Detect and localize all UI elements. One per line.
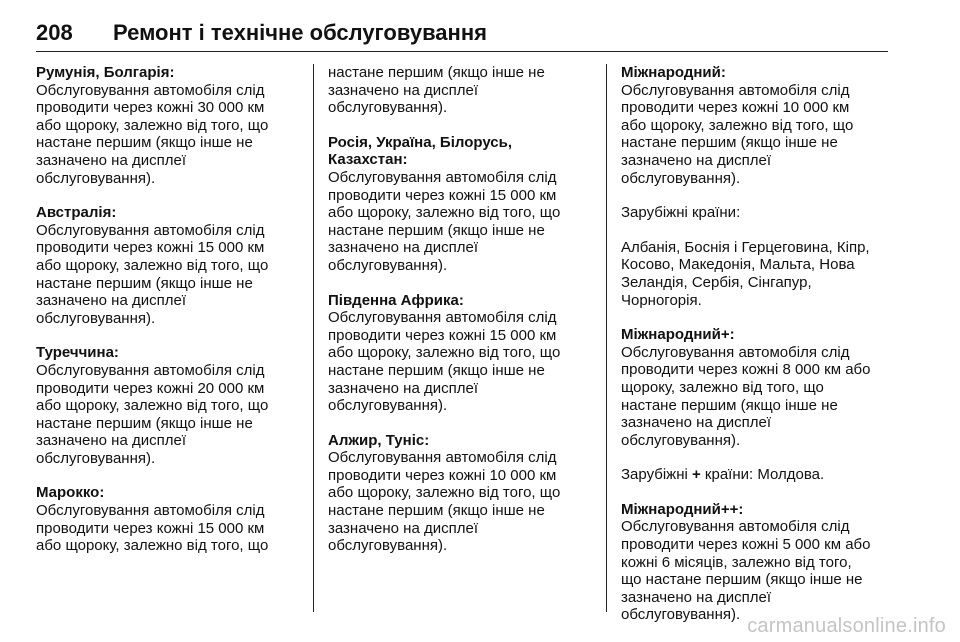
text-line: проводити через кожні 10 000 км [328, 466, 557, 484]
text-line: проводити через кожні 15 000 км [328, 326, 557, 344]
text-line: проводити через кожні 10 000 км [621, 99, 850, 117]
text-line: проводити через кожні 15 000 км [36, 239, 265, 257]
section-title: Росія, Україна, Білорусь, [328, 133, 513, 151]
text-line: проводити через кожні 8 000 км або [621, 361, 871, 379]
text-line: обслуговування). [621, 169, 741, 187]
page-header [36, 20, 888, 52]
watermark: carmanualsonline.info [747, 615, 946, 637]
text-line: настане першим (якщо інше не [36, 414, 253, 432]
text-line: проводити через кожні 20 000 км [36, 379, 265, 397]
section-international [621, 64, 887, 187]
text-line: Обслуговування автомобіля слід [36, 221, 265, 239]
text-line: настане першим (якщо інше не [328, 221, 545, 239]
text-line: або щороку, залежно від того, що [328, 204, 561, 222]
page-title: Ремонт і технічне обслуговування [113, 20, 487, 45]
text-line: або щороку, залежно від того, що [36, 256, 269, 274]
section-morocco [36, 484, 290, 554]
section-foreign-plus-countries [621, 466, 887, 484]
text-line: настане першим (якщо інше не [328, 502, 545, 520]
text-line: або щороку, залежно від того, що [36, 116, 269, 134]
column-3 [621, 64, 887, 641]
section-russia-ukraine-belarus-kazakhstan [328, 134, 582, 275]
text-line: обслуговування). [328, 256, 448, 274]
text-line: зазначено на дисплеї [36, 292, 186, 310]
text-line: Албанія, Боснія і Герцеговина, Кіпр, [621, 238, 870, 256]
page-number: 208 [36, 20, 73, 45]
text-line: настане першим (якщо інше не [36, 134, 253, 152]
text-line: або щороку, залежно від того, що [621, 116, 854, 134]
text-line: що настане першим (якщо інше не [621, 571, 863, 589]
section-title: Австралія: [36, 204, 117, 222]
text-line: настане першим (якщо інше не [328, 361, 545, 379]
section-title: Казахстан: [328, 151, 408, 169]
text-line: Обслуговування автомобіля слід [36, 81, 265, 99]
text-line: або щороку, залежно від того, що [36, 537, 269, 555]
section-title: Міжнародний: [621, 64, 726, 81]
text-line: Обслуговування автомобіля слід [328, 309, 557, 327]
text-line: Чорногорія. [621, 291, 702, 309]
text-line: зазначено на дисплеї [36, 432, 186, 450]
text-line: Обслуговування автомобіля слід [328, 449, 557, 467]
text-line: обслуговування). [328, 537, 448, 555]
section-title: Алжир, Туніс: [328, 431, 430, 449]
section-romania-bulgaria [36, 64, 290, 187]
text-line: обслуговування). [36, 449, 156, 467]
text-line: або щороку, залежно від того, що [36, 397, 269, 415]
section-turkey [36, 344, 290, 467]
text-line: Обслуговування автомобіля слід [621, 81, 850, 99]
text-line: обслуговування). [621, 606, 741, 624]
column-1 [36, 64, 290, 572]
text-fragment: країни: Молдова. [700, 466, 825, 484]
text-line: зазначено на дисплеї [328, 239, 478, 257]
plus-marker: + [692, 466, 701, 484]
text-line: обслуговування). [621, 431, 741, 449]
text-line: зазначено на дисплеї [328, 81, 478, 99]
text-line: обслуговування). [36, 169, 156, 187]
text-line: Обслуговування автомобіля слід [621, 343, 850, 361]
section-title: Міжнародний++: [621, 500, 744, 518]
text-line: Обслуговування автомобіля слід [36, 361, 265, 379]
text-line: або щороку, залежно від того, що [328, 484, 561, 502]
section-algeria-tunisia [328, 432, 582, 555]
text-line: щороку, залежно від того, що [621, 378, 824, 396]
text-line: зазначено на дисплеї [621, 588, 771, 606]
section-international-plus-plus [621, 501, 887, 624]
column-2 [328, 64, 582, 572]
text-line: обслуговування). [36, 309, 156, 327]
text-line: Косово, Македонія, Мальта, Нова [621, 256, 855, 274]
text-line: проводити через кожні 5 000 км або [621, 536, 871, 554]
text-line: зазначено на дисплеї [621, 414, 771, 432]
text-line: або щороку, залежно від того, що [328, 344, 561, 362]
section-foreign-countries-list [621, 239, 887, 309]
text-line: Обслуговування автомобіля слід [36, 502, 265, 520]
text-line: проводити через кожні 15 000 км [328, 186, 557, 204]
section-title: Міжнародний+: [621, 326, 735, 344]
text-line-rich [621, 466, 887, 484]
text-line: настане першим (якщо інше не [621, 134, 838, 152]
column-divider [313, 64, 314, 612]
text-line: Обслуговування автомобіля слід [328, 168, 557, 186]
section-title: Туреччина: [36, 344, 119, 362]
text-line: проводити через кожні 30 000 км [36, 99, 265, 117]
text-line: проводити через кожні 15 000 км [36, 519, 265, 537]
text-line: настане першим (якщо інше не [328, 64, 545, 81]
text-fragment: Зарубіжні [621, 466, 692, 484]
text-line: Зеландія, Сербія, Сінгапур, [621, 273, 812, 291]
text-line: обслуговування). [328, 397, 448, 415]
text-line: зазначено на дисплеї [621, 151, 771, 169]
section-south-africa [328, 292, 582, 415]
section-title: Румунія, Болгарія: [36, 64, 175, 81]
section-international-plus [621, 326, 887, 449]
text-line: настане першим (якщо інше не [621, 396, 838, 414]
section-foreign-countries-label [621, 204, 887, 222]
text-line: кожні 6 місяців, залежно від того, [621, 553, 852, 571]
text-line: обслуговування). [328, 99, 448, 117]
text-line: зазначено на дисплеї [36, 151, 186, 169]
text-line: зазначено на дисплеї [328, 379, 478, 397]
text-line: настане першим (якщо інше не [36, 274, 253, 292]
column-divider [606, 64, 607, 612]
section-title: Південна Африка: [328, 291, 464, 309]
text-line: зазначено на дисплеї [328, 519, 478, 537]
section-title: Марокко: [36, 484, 105, 502]
section-morocco-continued [328, 64, 582, 117]
text-line: Зарубіжні країни: [621, 204, 741, 222]
section-australia [36, 204, 290, 327]
text-line: Обслуговування автомобіля слід [621, 518, 850, 536]
